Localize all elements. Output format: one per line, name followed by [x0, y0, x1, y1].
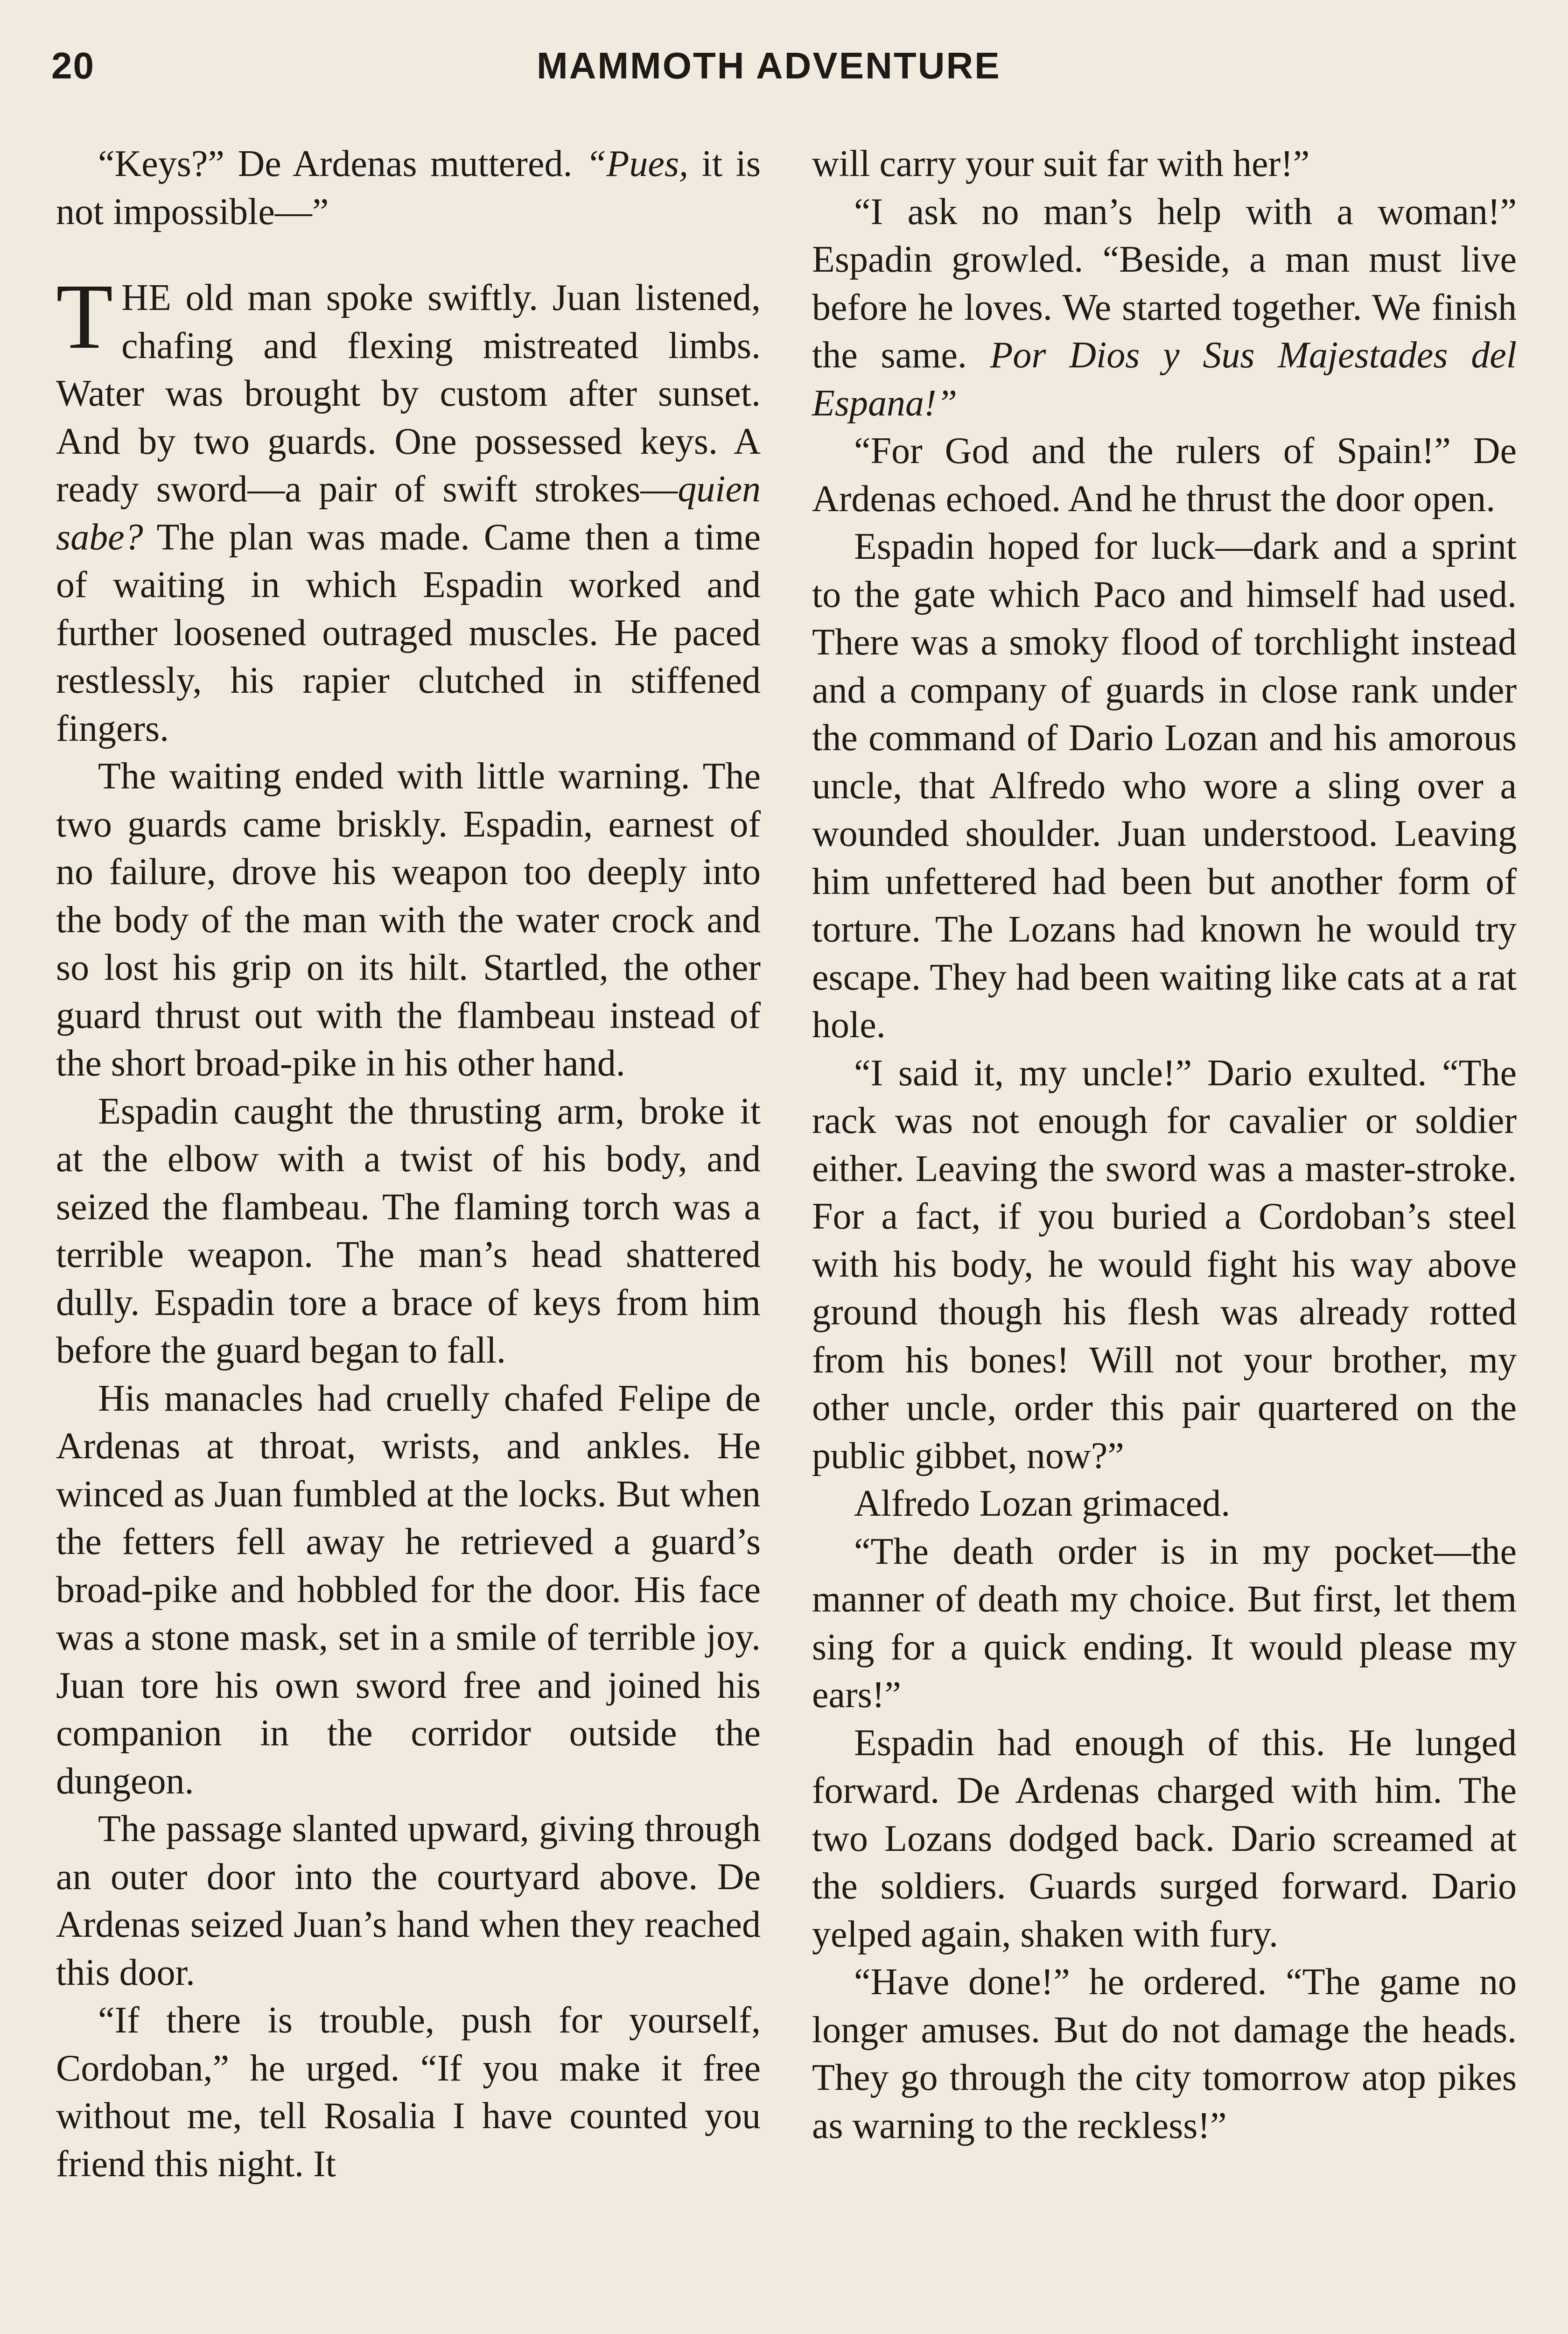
paragraph — [56, 140, 761, 236]
paragraph: “If there is trouble, push for yourself, Cordoban,” he urged. “If you make it free without me, tell Rosalia I have counted you friend this night. It — [56, 2000, 761, 2185]
paragraph — [812, 188, 1517, 428]
paragraph-with-dropcap — [56, 265, 761, 752]
right-column — [812, 140, 1517, 2150]
italic-text: Por Dios y Sus Majestades del Espana!” — [812, 335, 1517, 424]
paragraph: Espadin hoped for luck—dark and a sprint to the gate which Paco and himself had used. There was a smoky flood of torchlight instead and a company of guards in close rank under the command of Dario Lozan and his amorous uncle, that Alfredo who wore a sling over a wounded shoulder. Juan understood. Leaving him unfettered had been but another form of torture. The Lozans had known he would try escape. They had been waiting like cats at a rat hole. — [812, 526, 1517, 1046]
paragraph-text: The plan was made. Came then a time of waiting in which Espadin worked and further loosened outraged muscles. He paced restlessly, his rapier clutched in stiffened fingers. — [56, 516, 761, 749]
paragraph: The passage slanted upward, giving through an outer door into the courtyard above. De Ardenas seized Juan’s hand when they reached this door. — [56, 1808, 761, 1993]
paragraph: Alfredo Lozan grimaced. — [854, 1483, 1231, 1524]
paragraph: Espadin caught the thrusting arm, broke it at the elbow with a twist of his body, and seized the flambeau. The flaming torch was a terrible weapon. The man’s head shattered dully. Espadin tore a brace of keys from him before the guard began to fall. — [56, 1090, 761, 1371]
paragraph: “Have done!” he ordered. “The game no longer amuses. But do not damage the heads. They go through the city tomorrow atop pikes as warning to the reckless!” — [812, 1961, 1517, 2146]
italic-text: quien sabe? — [56, 469, 761, 558]
running-head: MAMMOTH ADVENTURE — [537, 45, 1001, 86]
paragraph: will carry your suit far with her!” — [812, 143, 1310, 184]
italic-text: “Pues, — [586, 143, 689, 184]
paragraph: The waiting ended with little warning. The two guards came briskly. Espadin, earnest of no failure, drove his weapon too deeply into the body of the man with the water crock and so lost his grip on its hilt. Startled, the other guard thrust out with the flambeau instead of the short broad-pike in his other hand. — [56, 756, 761, 1084]
paragraph: Espadin had enough of this. He lunged forward. De Ardenas charged with him. The two Lozans dodged back. Dario screamed at the soldiers. Guards surged forward. Dario yelped again, shaken with fury. — [812, 1722, 1517, 1955]
paragraph: “For God and the rulers of Spain!” De Ardenas echoed. And he thrust the door open. — [812, 430, 1517, 520]
paragraph: “The death order is in my pocket—the manner of death my choice. But first, let them sing for a quick ending. It would please my ears!” — [812, 1531, 1517, 1715]
left-column — [56, 140, 761, 2188]
paragraph-text: “Keys?” De Ardenas muttered. — [98, 143, 586, 184]
paragraph: His manacles had cruelly chafed Felipe de Ardenas at throat, wrists, and ankles. He winced as Juan fumbled at the locks. But when the fetters fell away he retrieved a guard’s broad-pike and hobbled for the door. His face was a stone mask, set in a smile of terrible joy. Juan tore his own sword free and joined his companion in the corridor outside the dungeon. — [56, 1378, 761, 1802]
page-header — [51, 40, 1517, 100]
paragraph-text: it is not impossible—” — [56, 143, 761, 232]
drop-cap: T — [56, 265, 113, 368]
paragraph-text: HE old man spoke swiftly. Juan listened, chafing and flexing mistreated limbs. Water was brought by custom after sunset. And by two guards. One possessed keys. A ready sword—a pair of swift strokes— — [56, 277, 761, 510]
page-number: 20 — [51, 45, 95, 86]
paragraph: “I said it, my uncle!” Dario exulted. “The rack was not enough for cavalier or soldier either. Leaving the sword was a master-stroke. For a fact, if you buried a Cordoban’s steel with his body, he would fight his way above ground though his flesh was already rotted from his bones! Will not your brother, my other uncle, order this pair quartered on the public gibbet, now?” — [812, 1052, 1517, 1476]
paragraph-text: “I ask no man’s help with a woman!” Espadin growled. “Beside, a man must live before he loves. We started together. We finish the same. — [812, 191, 1517, 376]
